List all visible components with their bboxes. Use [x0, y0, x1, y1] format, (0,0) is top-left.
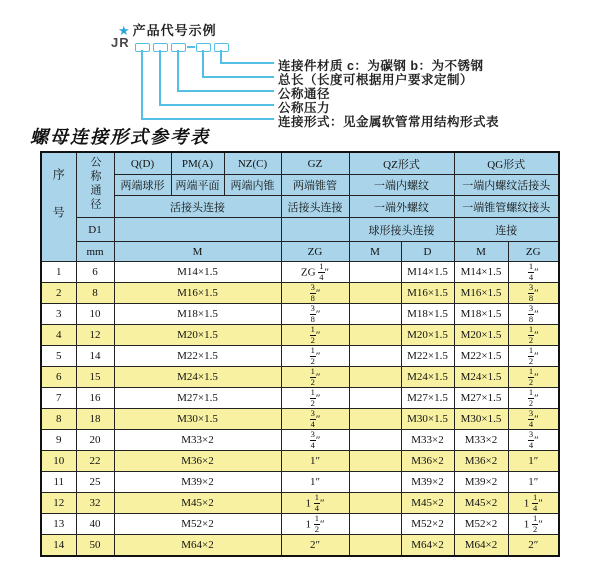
code-box-4: [196, 43, 211, 52]
cell-qg-zg: $\frac{1}{4}$ ″: [508, 262, 559, 283]
code-label-connection: 连接形式：见金属软管常用结构形式表: [278, 115, 500, 129]
header-col-pm: PM(A): [171, 152, 224, 175]
header-nominal-diameter: 公称通径: [76, 152, 114, 218]
table-row: [41, 493, 559, 514]
cell-seq: 14: [41, 535, 76, 557]
cell-dn: 6: [76, 262, 114, 283]
cell-qg-m: M27×1.5: [454, 388, 508, 409]
code-box-3: [171, 43, 186, 52]
cell-m-thread: M22×1.5: [114, 346, 281, 367]
header-col-qg: QG形式: [454, 152, 559, 175]
cell-gz-zg: 2″: [281, 535, 349, 557]
cell-qz-m: [349, 409, 401, 430]
cell-gz-zg: $\frac{1}{2}$ ″: [281, 346, 349, 367]
cell-m-thread: M64×2: [114, 535, 281, 557]
cell-dn: 14: [76, 346, 114, 367]
cell-qz-m: [349, 493, 401, 514]
cell-dn: 40: [76, 514, 114, 535]
code-box-1: [135, 43, 150, 52]
cell-dn: 15: [76, 367, 114, 388]
header-gz-connection: 活接头连接: [281, 196, 349, 218]
cell-dn: 32: [76, 493, 114, 514]
cell-seq: 7: [41, 388, 76, 409]
cell-m-thread: M20×1.5: [114, 325, 281, 346]
product-code-heading-text: 产品代号示例: [132, 23, 217, 38]
header-d1: D1: [76, 218, 114, 242]
cell-seq: 1: [41, 262, 76, 283]
table-row: [41, 325, 559, 346]
cell-seq: 9: [41, 430, 76, 451]
product-code-heading: [118, 20, 217, 39]
cell-seq: 6: [41, 367, 76, 388]
cell-qz-m: [349, 304, 401, 325]
cell-qz-m: [349, 283, 401, 304]
code-label-diameter: 公称通径: [278, 87, 331, 101]
header-union-connection: 活接头连接: [114, 196, 281, 218]
cell-qg-m: M20×1.5: [454, 325, 508, 346]
header-nz-desc: 两端内锥: [224, 175, 281, 196]
cell-qg-zg: $\frac{1}{2}$ ″: [508, 388, 559, 409]
cell-qg-m: M14×1.5: [454, 262, 508, 283]
cell-gz-zg: $\frac{3}{4}$ ″: [281, 409, 349, 430]
header-qg-zg: ZG: [508, 242, 559, 262]
header-col-gz: GZ: [281, 152, 349, 175]
table-row: [41, 430, 559, 451]
cell-m-thread: M52×2: [114, 514, 281, 535]
cell-gz-zg: $\frac{1}{2}$ ″: [281, 325, 349, 346]
cell-m-thread: M27×1.5: [114, 388, 281, 409]
connector-line: [141, 50, 143, 119]
header-mm: mm: [76, 242, 114, 262]
header-gz-desc: 两端锥管: [281, 175, 349, 196]
table-row: [41, 451, 559, 472]
cell-m-thread: M18×1.5: [114, 304, 281, 325]
cell-m-thread: M16×1.5: [114, 283, 281, 304]
header-zg-label: ZG: [281, 242, 349, 262]
table-row: [41, 388, 559, 409]
cell-qg-m: M45×2: [454, 493, 508, 514]
cell-gz-zg: 1″: [281, 451, 349, 472]
cell-qz-d: M36×2: [401, 451, 454, 472]
code-label-pressure: 公称压力: [278, 101, 331, 115]
cell-dn: 18: [76, 409, 114, 430]
cell-qz-m: [349, 430, 401, 451]
cell-qg-zg: $\frac{3}{4}$ ″: [508, 409, 559, 430]
connector-line: [141, 118, 274, 120]
cell-gz-zg: $\frac{1}{2}$ ″: [281, 367, 349, 388]
cell-gz-zg: ZG $\frac{1}{4}$ ″: [281, 262, 349, 283]
table-row: [41, 346, 559, 367]
cell-qz-d: M20×1.5: [401, 325, 454, 346]
header-qg-connection: 连接: [454, 218, 559, 242]
cell-m-thread: M39×2: [114, 472, 281, 493]
cell-seq: 10: [41, 451, 76, 472]
header-qz-d: D: [401, 242, 454, 262]
cell-dn: 12: [76, 325, 114, 346]
cell-m-thread: M33×2: [114, 430, 281, 451]
cell-qz-d: M24×1.5: [401, 367, 454, 388]
connector-line: [220, 62, 274, 64]
connector-line: [202, 76, 274, 78]
cell-qg-zg: $\frac{1}{2}$ ″: [508, 346, 559, 367]
cell-dn: 25: [76, 472, 114, 493]
cell-dn: 16: [76, 388, 114, 409]
cell-gz-zg: $\frac{3}{8}$ ″: [281, 304, 349, 325]
table-row: [41, 409, 559, 430]
cell-qg-zg: 1 $\frac{1}{4}$ ″: [508, 493, 559, 514]
cell-qg-m: M30×1.5: [454, 409, 508, 430]
connector-line: [159, 50, 161, 105]
connector-line: [177, 50, 179, 91]
header-pm-desc: 两端平面: [171, 175, 224, 196]
header-empty-cell: [281, 218, 349, 242]
cell-qg-zg: $\frac{1}{2}$ ″: [508, 325, 559, 346]
cell-qg-m: M33×2: [454, 430, 508, 451]
cell-qg-zg: $\frac{3}{4}$ ″: [508, 430, 559, 451]
header-col-nz: NZ(C): [224, 152, 281, 175]
code-box-5: [214, 43, 229, 52]
cell-qg-m: M24×1.5: [454, 367, 508, 388]
cell-qz-d: M52×2: [401, 514, 454, 535]
cell-qz-d: M45×2: [401, 493, 454, 514]
cell-seq: 5: [41, 346, 76, 367]
table-row: [41, 535, 559, 557]
header-qg-desc1: 一端内螺纹活接头: [454, 175, 559, 196]
cell-qz-d: M16×1.5: [401, 283, 454, 304]
table-row: [41, 367, 559, 388]
cell-gz-zg: $\frac{3}{8}$ ″: [281, 283, 349, 304]
cell-qz-d: M64×2: [401, 535, 454, 557]
header-empty-cell: [114, 218, 281, 242]
cell-qz-d: M39×2: [401, 472, 454, 493]
cell-gz-zg: $\frac{3}{4}$ ″: [281, 430, 349, 451]
cell-qz-d: M27×1.5: [401, 388, 454, 409]
code-prefix: JR: [111, 35, 130, 50]
header-qz-desc2: 一端外螺纹: [349, 196, 454, 218]
cell-seq: 2: [41, 283, 76, 304]
cell-qz-m: [349, 346, 401, 367]
cell-qz-m: [349, 535, 401, 557]
connector-line: [202, 50, 204, 77]
cell-dn: 22: [76, 451, 114, 472]
cell-qz-d: M30×1.5: [401, 409, 454, 430]
cell-qg-zg: 2″: [508, 535, 559, 557]
header-m-label: M: [114, 242, 281, 262]
cell-seq: 4: [41, 325, 76, 346]
cell-seq: 12: [41, 493, 76, 514]
cell-qg-zg: 1″: [508, 451, 559, 472]
cell-seq: 3: [41, 304, 76, 325]
connector-line: [159, 104, 274, 106]
cell-qg-zg: $\frac{1}{2}$ ″: [508, 367, 559, 388]
cell-m-thread: M45×2: [114, 493, 281, 514]
table-row: [41, 472, 559, 493]
nut-connection-reference-table: [40, 151, 560, 557]
cell-gz-zg: $\frac{1}{2}$ ″: [281, 388, 349, 409]
header-q-desc: 两端球形: [114, 175, 171, 196]
cell-qg-m: M16×1.5: [454, 283, 508, 304]
cell-m-thread: M30×1.5: [114, 409, 281, 430]
cell-gz-zg: 1 $\frac{1}{4}$ ″: [281, 493, 349, 514]
cell-qz-m: [349, 514, 401, 535]
table-row: [41, 514, 559, 535]
cell-qz-d: M33×2: [401, 430, 454, 451]
header-qg-m: M: [454, 242, 508, 262]
code-label-material: 连接件材质 c：为碳钢 b：为不锈钢: [278, 59, 484, 73]
cell-qz-m: [349, 325, 401, 346]
cell-qg-zg: 1 $\frac{1}{2}$ ″: [508, 514, 559, 535]
cell-qg-zg: $\frac{3}{8}$ ″: [508, 304, 559, 325]
cell-seq: 11: [41, 472, 76, 493]
header-col-qz: QZ形式: [349, 152, 454, 175]
cell-qz-d: M22×1.5: [401, 346, 454, 367]
star-icon: ★: [118, 23, 131, 38]
header-seq: 序号: [41, 152, 76, 262]
code-box-2: [153, 43, 168, 52]
cell-qz-m: [349, 388, 401, 409]
cell-qg-zg: $\frac{3}{8}$ ″: [508, 283, 559, 304]
cell-dn: 10: [76, 304, 114, 325]
cell-seq: 13: [41, 514, 76, 535]
cell-gz-zg: 1″: [281, 472, 349, 493]
header-qz-m: M: [349, 242, 401, 262]
header-qg-desc2: 一端锥管螺纹接头: [454, 196, 559, 218]
cell-m-thread: M36×2: [114, 451, 281, 472]
cell-dn: 8: [76, 283, 114, 304]
header-qz-desc1: 一端内螺纹: [349, 175, 454, 196]
cell-qg-m: M64×2: [454, 535, 508, 557]
cell-dn: 50: [76, 535, 114, 557]
cell-qg-zg: 1″: [508, 472, 559, 493]
code-label-length: 总长（长度可根据用户要求定制）: [278, 73, 474, 87]
cell-qg-m: M22×1.5: [454, 346, 508, 367]
table-row: [41, 262, 559, 283]
cell-dn: 20: [76, 430, 114, 451]
cell-m-thread: M14×1.5: [114, 262, 281, 283]
cell-qg-m: M52×2: [454, 514, 508, 535]
cell-m-thread: M24×1.5: [114, 367, 281, 388]
cell-qg-m: M18×1.5: [454, 304, 508, 325]
cell-seq: 8: [41, 409, 76, 430]
cell-qz-m: [349, 262, 401, 283]
cell-qz-m: [349, 451, 401, 472]
cell-qg-m: M39×2: [454, 472, 508, 493]
table-title: 螺母连接形式参考表: [30, 127, 210, 147]
header-qz-connection: 球形接头连接: [349, 218, 454, 242]
code-dash: [187, 46, 195, 48]
cell-qz-m: [349, 472, 401, 493]
connector-line: [177, 90, 274, 92]
header-col-q: Q(D): [114, 152, 171, 175]
cell-gz-zg: 1 $\frac{1}{2}$ ″: [281, 514, 349, 535]
table-row: [41, 304, 559, 325]
cell-qz-m: [349, 367, 401, 388]
table-row: [41, 283, 559, 304]
cell-qg-m: M36×2: [454, 451, 508, 472]
cell-qz-d: M14×1.5: [401, 262, 454, 283]
cell-qz-d: M18×1.5: [401, 304, 454, 325]
